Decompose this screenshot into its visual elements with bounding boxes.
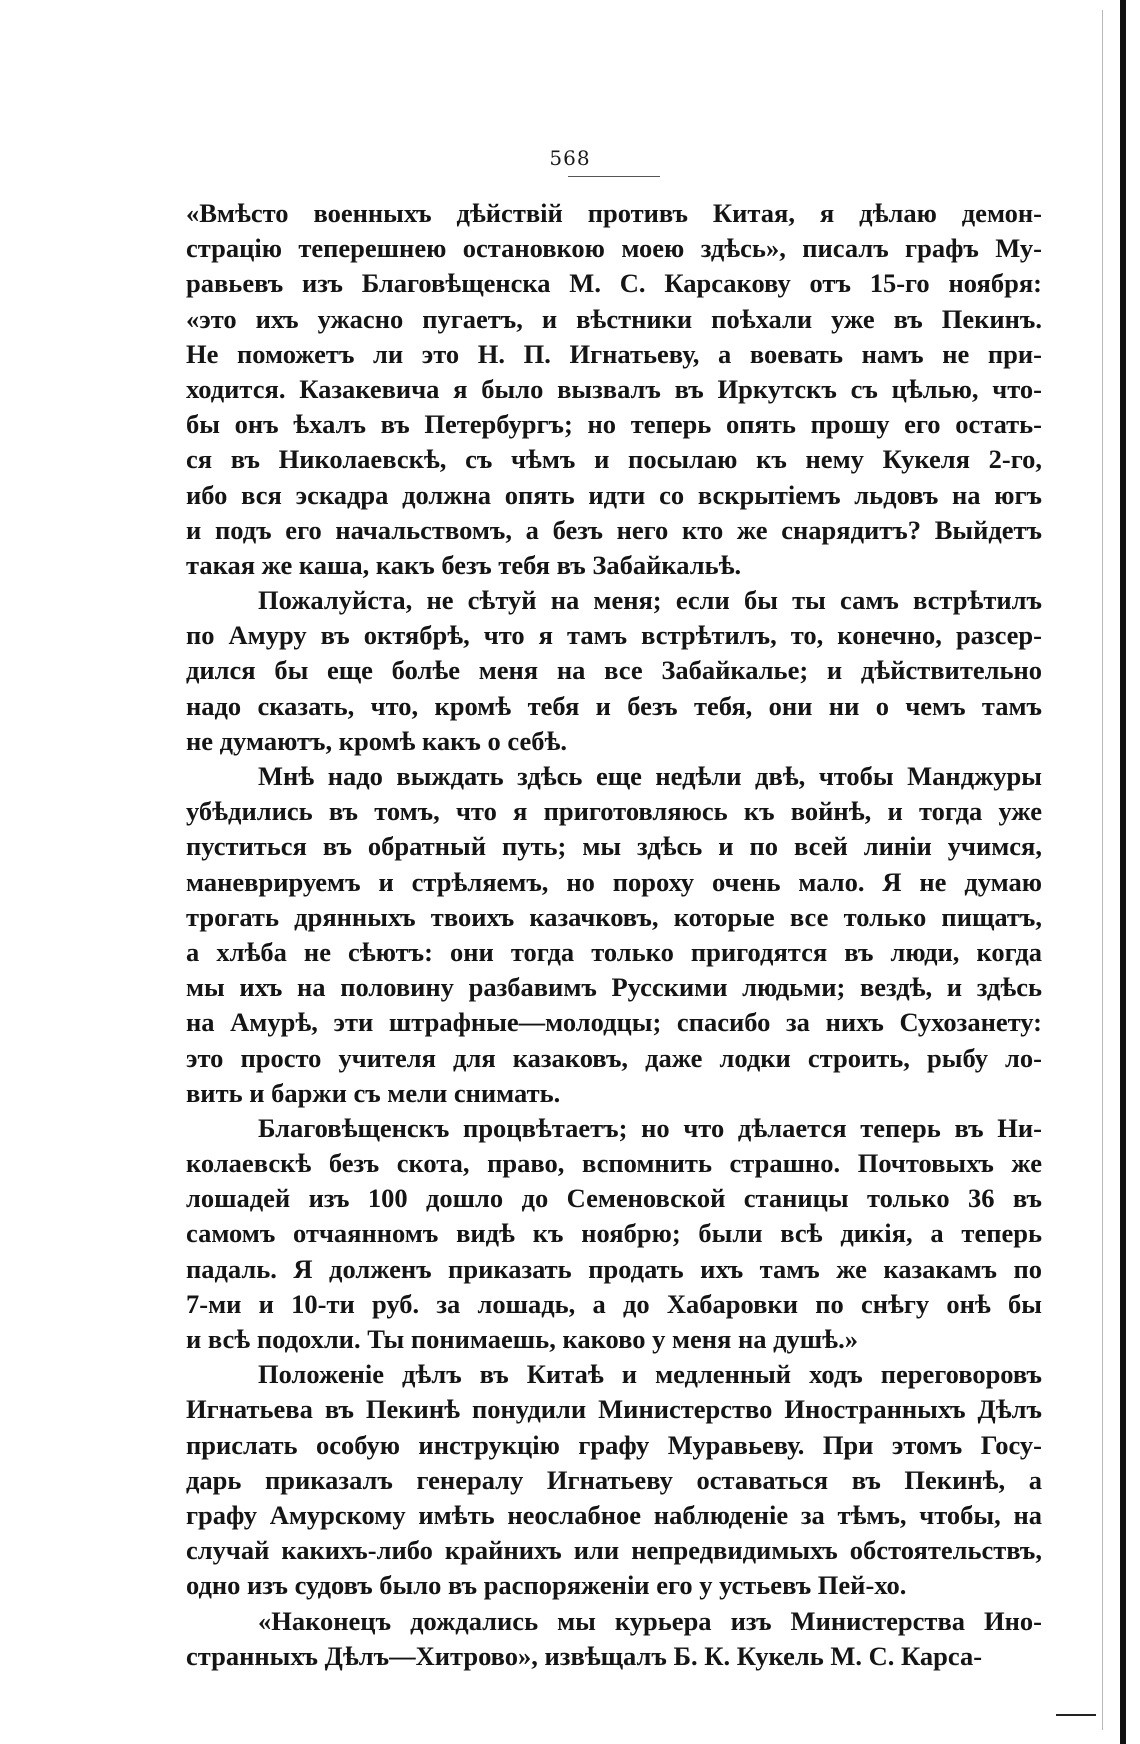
text-line: графу Амурскому имѣть неослабное наблюденіе за тѣмъ, чтобы, на <box>186 1499 1042 1530</box>
text-line: «это ихъ ужасно пугаетъ, и вѣстники поѣхали уже въ Пекинъ. <box>186 303 1042 334</box>
text-line: ходится. Казакевича я было вызвалъ въ Иркутскъ съ цѣлью, что- <box>186 373 1042 404</box>
text-line: и всѣ подохли. Ты понимаешь, каково у меня на душѣ.» <box>186 1324 858 1354</box>
text-line: 7-ми и 10-ти руб. за лошадь, а до Хабаровки по снѣгу онѣ бы <box>186 1288 1042 1319</box>
text-line: лошадей изъ 100 дошло до Семеновской станицы только 36 въ <box>186 1183 1042 1214</box>
footer-mark <box>1056 1714 1096 1716</box>
text-line: самомъ отчаянномъ видѣ къ ноябрю; были всѣ дикія, а теперь <box>186 1218 1042 1249</box>
text-line: «Наконецъ дождались мы курьера изъ Министерства Ино- <box>258 1605 1042 1636</box>
text-line: убѣдились въ томъ, что я приготовляюсь къ войнѣ, и тогда уже <box>186 796 1042 827</box>
page-edge-bar <box>1120 0 1126 1744</box>
text-line: Игнатьева въ Пекинѣ понудили Министерство Иностранныхъ Дѣлъ <box>186 1394 1042 1425</box>
text-line: колаевскѣ безъ скота, право, вспомнить страшно. Почтовыхъ же <box>186 1148 1042 1179</box>
text-line: бы онъ ѣхалъ въ Петербургъ; но теперь опять прошу его остать- <box>186 409 1042 440</box>
text-line: дарь приказалъ генералу Игнатьеву оставаться въ Пекинѣ, а <box>186 1464 1042 1495</box>
text-line: на Амурѣ, эти штрафные—молодцы; спасибо за нихъ Сухозанету: <box>186 1007 1042 1038</box>
text-line: страцію теперешнею остановкою моею здѣсь», писалъ графъ Му- <box>186 233 1042 264</box>
text-line: ся въ Николаевскѣ, съ чѣмъ и посылаю къ нему Кукеля 2-го, <box>186 444 1042 475</box>
text-line: трогать дрянныхъ твоихъ казачковъ, которые все только пищатъ, <box>186 901 1042 932</box>
text-line: ибо вся эскадра должна опять идти со вскрытіемъ льдовъ на югъ <box>186 479 1042 510</box>
text-line: это просто учителя для казаковъ, даже лодки строить, рыбу ло- <box>186 1042 1042 1073</box>
text-line: «Вмѣсто военныхъ дѣйствій противъ Китая, я дѣлаю демон- <box>186 198 1042 228</box>
text-line: прислать особую инструкцію графу Муравьеву. При этомъ Госу- <box>186 1429 1042 1460</box>
text-line: пуститься въ обратный путь; мы здѣсь и по всей линіи учимся, <box>186 831 1042 862</box>
text-line: надо сказать, что, кромѣ тебя и безъ тебя, они ни о чемъ тамъ <box>186 690 1042 721</box>
page-number: 568 <box>549 146 591 170</box>
text-line: и подъ его начальствомъ, а безъ него кто же снарядитъ? Выйдетъ <box>186 514 1042 545</box>
text-line: Благовѣщенскъ процвѣтаетъ; но что дѣлается теперь въ Ни- <box>258 1112 1042 1143</box>
text-line: вить и баржи съ мели снимать. <box>186 1077 561 1108</box>
text-line: по Амуру въ октябрѣ, что я тамъ встрѣтилъ, то, конечно, разсер- <box>186 620 1042 651</box>
text-line: случай какихъ-либо крайнихъ или непредвидимыхъ обстоятельствъ, <box>186 1535 1042 1566</box>
body-text <box>186 196 1042 1674</box>
text-line: Положеніе дѣлъ въ Китаѣ и медленный ходъ переговоровъ <box>258 1359 1042 1390</box>
text-line: одно изъ судовъ было въ распоряженіи его у устьевъ Пей-хо. <box>186 1570 907 1601</box>
text-line: а хлѣба не сѣютъ: они тогда только пригодятся въ люди, когда <box>186 936 1042 967</box>
text-line: странныхъ Дѣлъ—Хитрово», извѣщалъ Б. К. Кукель М. С. Карса- <box>186 1640 983 1671</box>
text-line: маневрируемъ и стрѣляемъ, но пороху очень мало. Я не думаю <box>186 866 1042 897</box>
text-line: падаль. Я долженъ приказать продать ихъ тамъ же казакамъ по <box>186 1253 1042 1284</box>
text-line: Не поможетъ ли это Н. П. Игнатьеву, а воевать намъ не при- <box>186 338 1042 369</box>
text-line: дился бы еще болѣе меня на все Забайкалье; и дѣйствительно <box>186 655 1042 686</box>
text-line: такая же каша, какъ безъ тебя въ Забайкальѣ. <box>186 549 742 580</box>
text-line: Пожалуйста, не сѣтуй на меня; если бы ты самъ встрѣтилъ <box>258 585 1042 616</box>
text-line: не думаютъ, кромѣ какъ о себѣ. <box>186 725 567 756</box>
page-number-rule <box>568 176 660 177</box>
text-line: равьевъ изъ Благовѣщенска М. С. Карсакову отъ 15-го ноября: <box>186 268 1042 299</box>
margin-shadow-line <box>1102 10 1103 1730</box>
text-line: мы ихъ на половину разбавимъ Русскими людьми; вездѣ, и здѣсь <box>186 972 1042 1003</box>
text-line: Мнѣ надо выждать здѣсь еще недѣли двѣ, чтобы Манджуры <box>258 761 1042 791</box>
